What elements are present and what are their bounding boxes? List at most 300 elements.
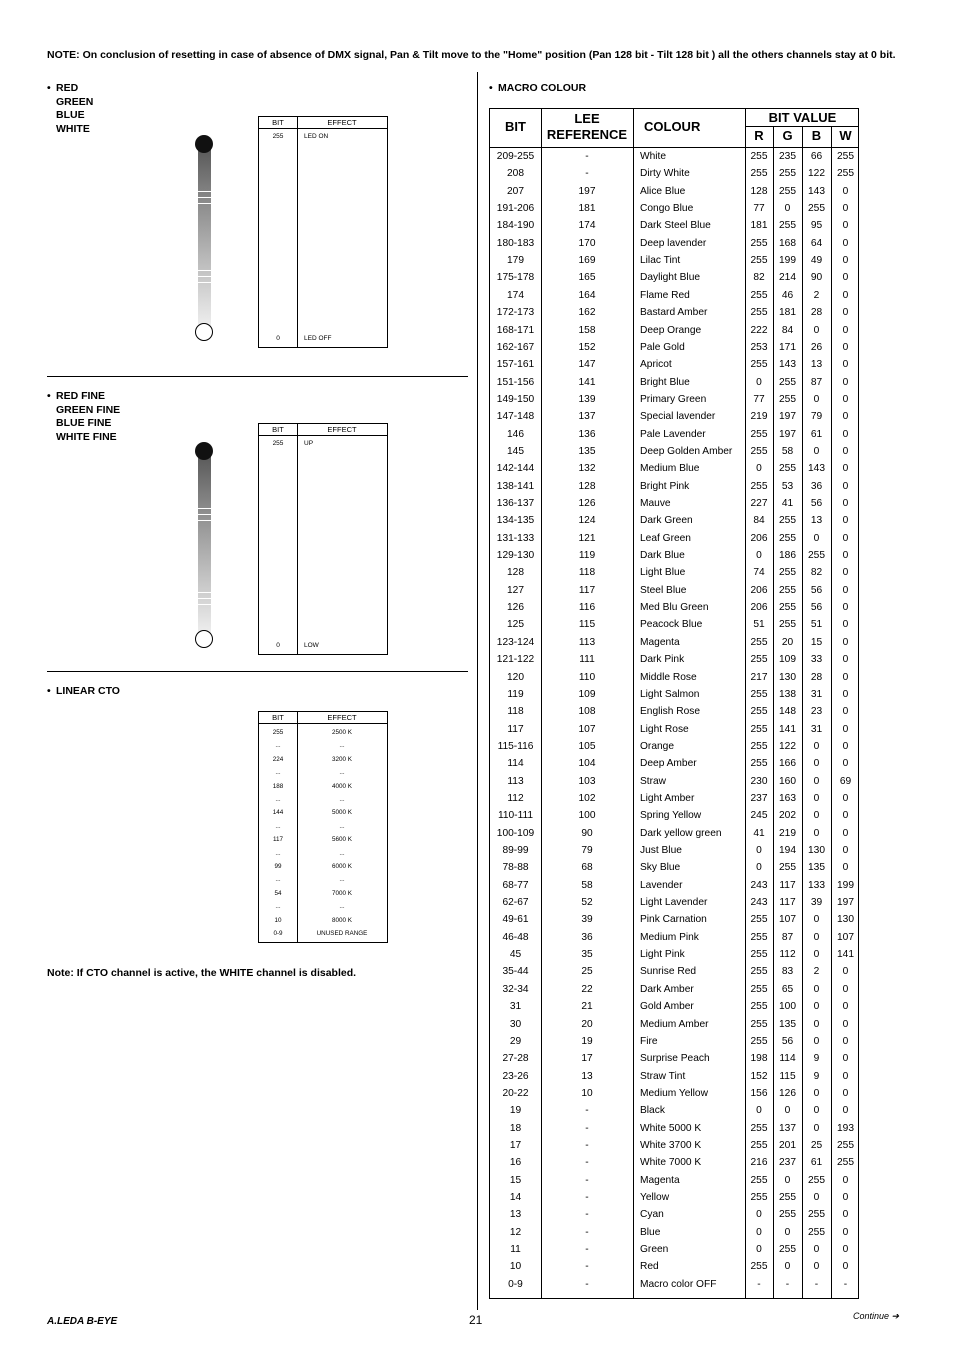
macro-lee-ref: 181 xyxy=(578,203,596,215)
cto-bit: ... xyxy=(275,876,281,884)
macro-b: 56 xyxy=(810,602,823,614)
macro-g: 143 xyxy=(779,359,796,371)
macro-lee-ref: 107 xyxy=(578,723,596,735)
macro-r: 255 xyxy=(750,1139,768,1151)
table-row xyxy=(490,183,858,200)
macro-b: 2 xyxy=(813,966,820,978)
cto-row xyxy=(259,887,387,900)
macro-g: 201 xyxy=(779,1139,796,1151)
cto-row xyxy=(259,833,387,846)
cto-bit: ... xyxy=(275,822,281,830)
macro-g: 137 xyxy=(779,1122,796,1134)
table-row xyxy=(490,426,858,443)
macro-lee-ref: 25 xyxy=(581,966,593,978)
macro-bit: 46-48 xyxy=(502,931,529,943)
table-row xyxy=(490,443,858,460)
macro-g: 163 xyxy=(779,792,796,804)
macro-bit: 49-61 xyxy=(502,914,529,926)
macro-b: 0 xyxy=(813,775,820,787)
macro-w: 107 xyxy=(837,931,854,943)
table-row xyxy=(490,322,858,339)
macro-w: 0 xyxy=(842,341,849,353)
macro-w: 0 xyxy=(842,480,849,492)
macro-bit: 151-156 xyxy=(496,376,535,388)
macro-g: 255 xyxy=(779,168,796,180)
macro-colour-header: COLOUR xyxy=(644,119,701,134)
label-red: RED xyxy=(56,82,79,94)
bit-max: 255 xyxy=(272,133,284,140)
slider-min-knob-icon xyxy=(195,323,213,341)
macro-w: 0 xyxy=(842,636,849,648)
macro-b: 13 xyxy=(810,515,823,527)
effect-max: UP xyxy=(304,440,314,447)
macro-w-header: W xyxy=(839,128,852,143)
macro-b: 0 xyxy=(813,949,820,961)
cto-effect: 4000 K xyxy=(332,782,352,790)
macro-r: 255 xyxy=(750,914,768,926)
macro-w: 0 xyxy=(842,1226,849,1238)
macro-g: 83 xyxy=(781,966,794,978)
macro-colour-name: Primary Green xyxy=(640,393,707,405)
cto-bit: ... xyxy=(275,903,281,911)
brand-footer: A.LEDA B-EYE xyxy=(47,1316,118,1327)
macro-bit: 174 xyxy=(507,289,524,301)
macro-r: 255 xyxy=(750,289,768,301)
macro-colour-name: Light Amber xyxy=(640,792,695,804)
macro-colour-name: Spring Yellow xyxy=(640,810,702,822)
macro-r: 255 xyxy=(750,1018,768,1030)
table-row xyxy=(490,599,858,616)
table-row xyxy=(490,269,858,286)
macro-g: 255 xyxy=(779,376,796,388)
macro-colour-name: Pale Gold xyxy=(640,341,685,353)
macro-g: 46 xyxy=(781,289,794,301)
macro-bit: 136-137 xyxy=(496,498,535,509)
macro-w: 141 xyxy=(837,949,854,961)
macro-r: 0 xyxy=(756,1226,762,1238)
macro-bit: 184-190 xyxy=(496,220,535,232)
macro-b: 0 xyxy=(813,827,820,839)
cto-effect: 6000 K xyxy=(332,863,352,870)
macro-r: 74 xyxy=(753,567,765,579)
macro-r: 255 xyxy=(750,307,768,319)
macro-colour-name: Surprise Peach xyxy=(640,1053,710,1065)
macro-g: 186 xyxy=(779,550,796,562)
macro-g: 255 xyxy=(779,393,796,405)
cto-bit: 255 xyxy=(272,729,284,736)
table-row xyxy=(490,911,858,928)
cto-row xyxy=(259,873,387,886)
macro-b: 0 xyxy=(813,1105,820,1117)
macro-bit-header: BIT xyxy=(505,119,526,134)
macro-w: 0 xyxy=(842,220,849,232)
macro-r: 0 xyxy=(756,1244,762,1256)
table-row xyxy=(490,356,858,373)
macro-bit: 138-141 xyxy=(496,480,535,492)
macro-lee-ref: 58 xyxy=(581,879,593,891)
cto-bit: 144 xyxy=(272,809,284,817)
macro-b: 0 xyxy=(813,931,820,943)
macro-bit: 180-183 xyxy=(496,237,535,249)
macro-colour-name: Straw Tint xyxy=(640,1070,686,1082)
macro-r: 156 xyxy=(750,1087,768,1099)
table-row xyxy=(490,981,858,998)
cto-effect: 3200 K xyxy=(332,755,352,763)
slider-max-knob-icon xyxy=(195,442,213,460)
macro-colour-name: White 5000 K xyxy=(640,1122,702,1134)
macro-colour-name: Daylight Blue xyxy=(640,272,701,284)
macro-colour-table xyxy=(489,108,859,1299)
table-row xyxy=(490,1102,858,1119)
label-white-fine: WHITE FINE xyxy=(56,430,117,443)
macro-bit: 112 xyxy=(507,792,524,804)
macro-colour-name: Sunrise Red xyxy=(640,966,697,978)
macro-g: 107 xyxy=(779,914,796,926)
macro-r: 255 xyxy=(750,740,768,752)
macro-colour-name: White 7000 K xyxy=(640,1157,702,1169)
table-row xyxy=(490,1276,858,1293)
macro-g: 109 xyxy=(779,654,796,666)
macro-lee-ref: 121 xyxy=(578,532,596,544)
macro-r: 255 xyxy=(750,654,768,666)
macro-b: 0 xyxy=(813,740,820,752)
table-row xyxy=(490,478,858,495)
macro-colour-name: Flame Red xyxy=(640,289,690,301)
table-row xyxy=(490,252,858,269)
macro-bit: 129-130 xyxy=(496,550,535,562)
macro-colour-name: Middle Rose xyxy=(640,671,697,683)
macro-colour-name: Yellow xyxy=(640,1192,670,1203)
macro-r: 0 xyxy=(756,550,762,562)
table-row xyxy=(490,165,858,182)
table-row xyxy=(490,634,858,651)
macro-g: 255 xyxy=(779,584,796,596)
table-row xyxy=(490,391,858,408)
macro-colour-name: Steel Blue xyxy=(640,584,687,596)
macro-r: 245 xyxy=(750,810,768,822)
macro-lee-ref: 108 xyxy=(578,706,596,718)
macro-lee-ref: - xyxy=(585,1174,589,1186)
macro-colour-name: Just Blue xyxy=(640,845,682,856)
macro-b: 49 xyxy=(810,255,823,267)
macro-bit: 20-22 xyxy=(502,1087,529,1099)
macro-colour-name: Special lavender xyxy=(640,411,716,423)
macro-colour-name: Lilac Tint xyxy=(640,255,681,267)
macro-w: 0 xyxy=(842,619,849,631)
macro-colour-name: Light Salmon xyxy=(640,688,700,700)
effect-header: EFFECT xyxy=(327,425,357,434)
macro-colour-name: Pink Carnation xyxy=(640,914,707,926)
slider-gradient xyxy=(198,144,211,334)
macro-lee-ref: 115 xyxy=(578,619,596,631)
macro-bit: 118 xyxy=(507,706,524,718)
table-row xyxy=(490,946,858,963)
table-row xyxy=(490,825,858,842)
macro-w: 0 xyxy=(842,602,849,614)
macro-colour-name: Blue xyxy=(640,1226,661,1238)
macro-colour-name: Deep Amber xyxy=(640,758,697,770)
macro-colour-name: Green xyxy=(640,1244,669,1256)
cto-effect: 5000 K xyxy=(332,809,352,817)
macro-colour-name: Alice Blue xyxy=(640,185,686,197)
macro-bit: 172-173 xyxy=(496,307,535,319)
table-row xyxy=(490,200,858,217)
bit-header: BIT xyxy=(272,118,284,127)
macro-bit: 78-88 xyxy=(502,862,529,874)
table-row xyxy=(490,287,858,304)
effect-max: LED ON xyxy=(304,133,329,140)
macro-g: 114 xyxy=(779,1053,796,1065)
macro-r: 243 xyxy=(750,879,768,891)
macro-b: 0 xyxy=(813,1261,820,1273)
cto-bit: 117 xyxy=(272,836,284,844)
macro-b: 0 xyxy=(813,914,820,926)
table-row xyxy=(490,998,858,1015)
cto-effect-table xyxy=(258,711,388,943)
macro-lee-ref: 165 xyxy=(578,272,596,284)
table-row xyxy=(490,564,858,581)
macro-b: 0 xyxy=(813,1122,820,1134)
macro-bit: 14 xyxy=(509,1192,522,1203)
macro-bit: 119 xyxy=(507,688,524,700)
macro-r: 0 xyxy=(756,862,762,874)
macro-colour-name: Bright Blue xyxy=(640,376,690,388)
table-row xyxy=(490,1258,858,1275)
cto-effect: 7000 K xyxy=(332,889,352,897)
macro-r: 219 xyxy=(750,411,768,423)
macro-lee-ref: 103 xyxy=(578,775,596,787)
macro-lee-ref: - xyxy=(585,1278,589,1290)
macro-w: 255 xyxy=(837,1157,854,1169)
macro-colour-name: Magenta xyxy=(640,636,680,648)
table-row xyxy=(490,460,858,477)
label-macro-colour: MACRO COLOUR xyxy=(498,82,587,94)
macro-colour-name: Dark Amber xyxy=(640,983,694,995)
macro-colour-name: Sky Blue xyxy=(640,862,681,874)
macro-g: 117 xyxy=(779,879,796,891)
macro-b: 23 xyxy=(810,706,823,718)
macro-lee-ref: 117 xyxy=(578,584,596,596)
macro-w: 0 xyxy=(842,237,849,249)
macro-w: 0 xyxy=(842,792,849,804)
macro-lee-ref: 170 xyxy=(578,237,596,249)
macro-colour-name: Light Pink xyxy=(640,949,685,961)
table-row xyxy=(490,686,858,703)
macro-lee-ref: 10 xyxy=(581,1087,593,1099)
macro-colour-name: Cyan xyxy=(640,1209,664,1221)
table-row xyxy=(490,374,858,391)
bullet-icon: • xyxy=(47,82,51,94)
macro-w: 0 xyxy=(842,255,849,267)
cto-section-label xyxy=(47,685,120,699)
slider-max-knob-icon xyxy=(195,135,213,153)
table-row xyxy=(490,1033,858,1050)
macro-b: 51 xyxy=(810,619,823,631)
macro-bit: 147-148 xyxy=(496,411,535,423)
macro-lee-ref: 110 xyxy=(578,671,596,683)
macro-w: 199 xyxy=(837,879,854,891)
rgbw-effect-table xyxy=(258,116,388,348)
macro-bit: 175-178 xyxy=(496,272,535,284)
macro-g: 84 xyxy=(781,324,794,336)
macro-w: 0 xyxy=(842,289,849,301)
bit-max: 255 xyxy=(272,440,284,447)
macro-r: 41 xyxy=(753,827,765,839)
macro-g: 197 xyxy=(779,428,796,440)
macro-colour-name: Macro color OFF xyxy=(640,1278,717,1290)
macro-b: 66 xyxy=(810,151,823,162)
label-green: GREEN xyxy=(56,95,94,108)
macro-g: 0 xyxy=(784,1226,791,1238)
macro-w: 0 xyxy=(842,324,849,336)
cto-note: Note: If CTO channel is active, the WHITE channel is disabled. xyxy=(47,967,357,979)
macro-bit: 120 xyxy=(507,671,524,683)
macro-r: 255 xyxy=(750,255,768,267)
macro-lee-ref: 68 xyxy=(581,862,593,874)
macro-g: 181 xyxy=(779,307,796,319)
macro-bit: 134-135 xyxy=(496,515,535,527)
macro-bit: 23-26 xyxy=(502,1070,529,1082)
table-row xyxy=(490,1137,858,1154)
macro-g: 135 xyxy=(779,1018,796,1030)
macro-g: 255 xyxy=(779,602,796,614)
macro-g: 255 xyxy=(779,862,796,874)
macro-b: 255 xyxy=(808,1226,825,1238)
label-green-fine: GREEN FINE xyxy=(56,403,121,416)
bit-min: 0 xyxy=(276,642,280,649)
macro-w: 0 xyxy=(842,1053,849,1065)
macro-g: 255 xyxy=(779,1209,796,1221)
table-row xyxy=(490,738,858,755)
macro-r: 216 xyxy=(750,1157,768,1169)
macro-bit: 100-109 xyxy=(496,827,535,839)
macro-colour-name: Dark Green xyxy=(640,515,693,527)
cto-bit: 54 xyxy=(274,889,282,897)
macro-lee-ref: 169 xyxy=(578,255,596,267)
macro-w: 0 xyxy=(842,1174,849,1186)
macro-colour-name: Light Lavender xyxy=(640,897,708,909)
macro-r: 222 xyxy=(750,324,768,336)
cto-bit: 99 xyxy=(274,863,282,870)
macro-w: 0 xyxy=(842,740,849,752)
macro-r: 255 xyxy=(750,966,768,978)
macro-g: 171 xyxy=(779,341,796,353)
macro-r: 255 xyxy=(750,983,768,995)
macro-lee-ref: 111 xyxy=(579,654,595,666)
macro-lee-ref: 113 xyxy=(578,636,596,648)
table-row xyxy=(490,790,858,807)
cto-effect: ... xyxy=(339,796,345,803)
macro-w: - xyxy=(843,1278,848,1290)
macro-colour-name: White xyxy=(640,151,667,162)
macro-r: 198 xyxy=(750,1053,768,1065)
macro-w: 0 xyxy=(842,688,849,700)
bullet-icon: • xyxy=(489,82,493,94)
macro-b: 0 xyxy=(813,1018,820,1030)
macro-w: 0 xyxy=(842,498,849,509)
cto-effect: ... xyxy=(339,742,345,750)
section-divider xyxy=(47,376,468,377)
macro-b: 79 xyxy=(810,411,823,423)
macro-r: 255 xyxy=(750,359,768,371)
macro-bit: 208 xyxy=(507,168,524,180)
macro-lee-ref: 136 xyxy=(578,428,596,440)
table-row xyxy=(490,1016,858,1033)
macro-b: 0 xyxy=(813,758,820,770)
macro-bit: 142-144 xyxy=(496,463,535,475)
macro-bit: 110-111 xyxy=(497,810,534,822)
macro-r: 253 xyxy=(750,341,768,353)
macro-w: 0 xyxy=(842,272,849,284)
macro-r: 255 xyxy=(750,688,768,700)
macro-g: 255 xyxy=(779,532,796,544)
macro-g: 56 xyxy=(781,1035,794,1047)
macro-lee-ref: 128 xyxy=(578,480,596,492)
macro-r: 128 xyxy=(750,185,768,197)
macro-w: 0 xyxy=(842,428,849,440)
macro-lee-ref: - xyxy=(585,1139,589,1151)
macro-r: 0 xyxy=(756,376,762,388)
macro-w: 0 xyxy=(842,1209,849,1221)
cto-row xyxy=(259,860,387,873)
macro-w: 0 xyxy=(842,1001,849,1013)
macro-g: 117 xyxy=(779,897,796,909)
macro-bit: 17 xyxy=(509,1139,522,1151)
macro-bit: 45 xyxy=(509,949,522,961)
macro-g: 255 xyxy=(779,515,796,527)
cto-bit: 10 xyxy=(274,916,282,924)
table-row xyxy=(490,721,858,738)
macro-bit: 11 xyxy=(510,1244,521,1256)
macro-bit: 191-206 xyxy=(496,203,535,215)
macro-r: 206 xyxy=(750,532,768,544)
macro-g: 199 xyxy=(779,255,796,267)
macro-lee-ref: 79 xyxy=(581,845,593,856)
macro-w: 0 xyxy=(842,1070,849,1082)
cto-effect: ... xyxy=(339,769,345,777)
cto-effect: UNUSED RANGE xyxy=(316,930,368,937)
macro-colour-name: Congo Blue xyxy=(640,203,694,215)
macro-r: 152 xyxy=(750,1070,768,1082)
macro-b: 36 xyxy=(810,480,823,492)
fine-level-slider xyxy=(195,442,215,648)
macro-w: 0 xyxy=(842,463,849,475)
effect-header: EFFECT xyxy=(327,118,357,127)
label-white: WHITE xyxy=(56,122,90,135)
macro-lee-ref: 135 xyxy=(578,445,596,457)
macro-b: 255 xyxy=(808,203,825,215)
fine-effect-table xyxy=(258,423,388,655)
macro-g: 197 xyxy=(779,411,796,423)
macro-colour-name: Magenta xyxy=(640,1174,680,1186)
macro-b: 25 xyxy=(810,1139,823,1151)
table-row xyxy=(490,1241,858,1258)
cto-row xyxy=(259,753,387,766)
macro-bit: 157-161 xyxy=(496,359,535,371)
macro-w: 0 xyxy=(842,185,849,197)
section-divider xyxy=(47,671,468,672)
macro-lee-ref: 139 xyxy=(578,393,596,405)
page-number: 21 xyxy=(469,1313,483,1327)
macro-bit: 209-255 xyxy=(496,151,535,162)
continue-link[interactable]: Continue ➔ xyxy=(853,1311,900,1321)
macro-colour-name: Dark Steel Blue xyxy=(640,220,711,232)
slider-gradient xyxy=(198,451,211,641)
macro-b: 2 xyxy=(813,289,820,301)
macro-b: 26 xyxy=(810,341,823,353)
table-row xyxy=(490,755,858,772)
macro-colour-name: Dark Pink xyxy=(640,654,685,666)
